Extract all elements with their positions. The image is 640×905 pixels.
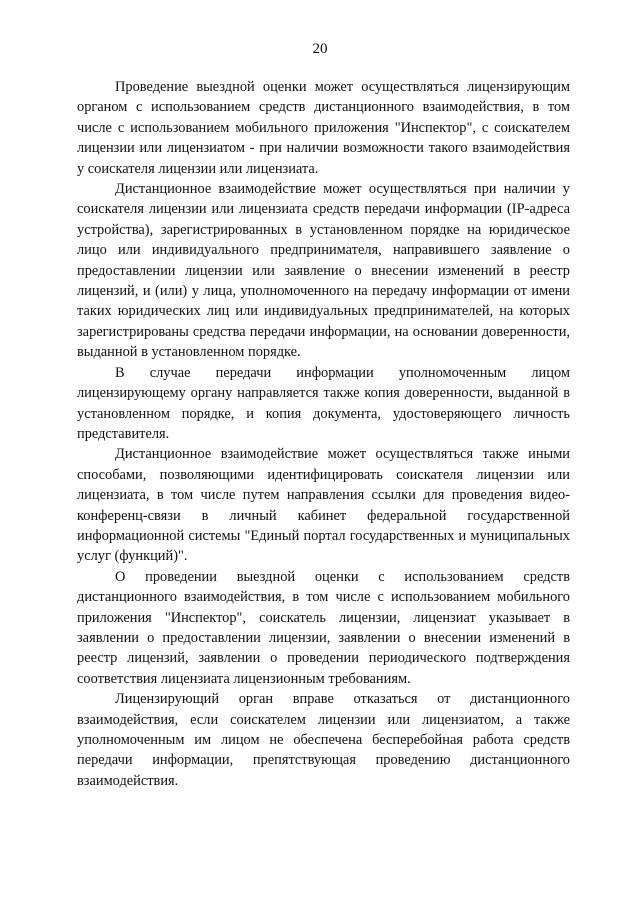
paragraph-6: Лицензирующий орган вправе отказаться от дистанционного взаимодействия, если соискателем лицензии или лицензиатом, а также уполномоченным им лицом не обеспечена бесперебойная работа средств передачи информации, препятствующая проведению дистанционного взаимодействия.	[77, 691, 570, 789]
paragraph-4: Дистанционное взаимодействие может осуществляться также иными способами, позволяющими идентифицировать соискателя лицензии или лицензиата, в том числе путем направления ссылки для проведения видео-конференц-связи в личный кабинет федеральной государственной информационной системы "Единый портал государственных и муниципальных услуг (функций)".	[77, 446, 570, 565]
paragraph-5: О проведении выездной оценки с использованием средств дистанционного взаимодействия, в том числе с использованием мобильного приложения "Инспектор", соискатель лицензии, лицензиат указывает в заявлении о предоставлении лицензии, заявлении о внесении изменений в реестр лицензий, заявлении о проведении периодического подтверждения соответствия лицензиата лицензионным требованиям.	[77, 568, 570, 687]
document-body	[77, 77, 570, 791]
paragraph-2: Дистанционное взаимодействие может осуществляться при наличии у соискателя лицензии или лицензиата средств передачи информации (IP-адреса устройства), зарегистрированных в установленном порядке на юридическое лицо или индивидуального предпринимателя, направившего заявление о предоставлении лицензии или заявление о внесении изменений в реестр лицензий, и (или) у лица, уполномоченного на передачу информации от имени таких юридических лиц или индивидуальных предпринимателей, на которых зарегистрированы средства передачи информации, на основании доверенности, выданной в установленном порядке.	[77, 181, 570, 361]
paragraph-3: В случае передачи информации уполномоченным лицом лицензирующему органу направляется также копия доверенности, выданной в установленном порядке, и копия документа, удостоверяющего личность представителя.	[77, 364, 570, 442]
page-number: 20	[312, 41, 328, 57]
paragraph-1: Проведение выездной оценки может осуществляться лицензирующим органом с использованием средств дистанционного взаимодействия, в том числе с использованием мобильного приложения "Инспектор", с соискателем лицензии или лицензиатом - при наличии возможности такого взаимодействия у соискателя лицензии или лицензиата.	[77, 79, 570, 177]
